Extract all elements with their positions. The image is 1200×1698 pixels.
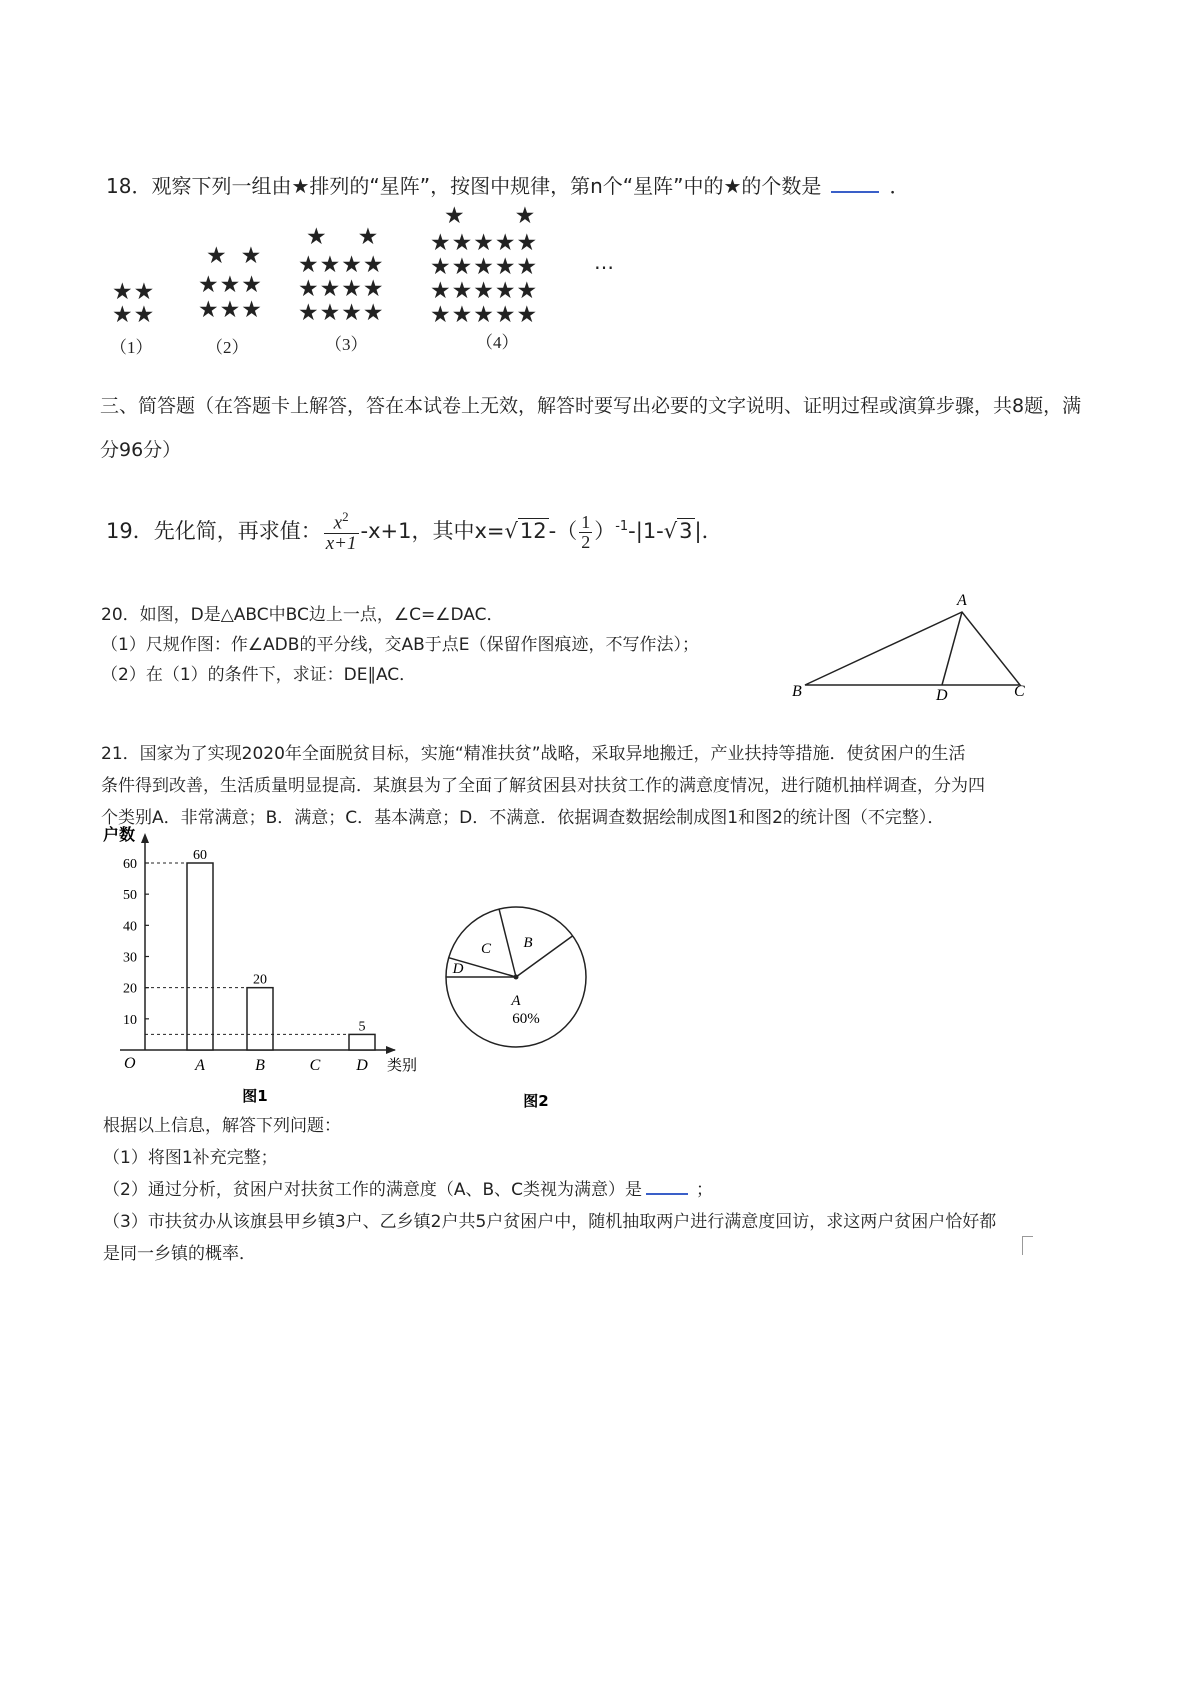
q21-sub2	[103, 1174, 1103, 1206]
bar-value-label: 20	[253, 972, 267, 988]
q19-half	[579, 513, 592, 552]
q19-fraction	[324, 510, 359, 554]
q21-sub3b: 是同一乡镇的概率．	[103, 1244, 256, 1264]
q21-line1: 21．国家为了实现2020年全面脱贫目标，实施“精准扶贫”战略，采取异地搬迁，产业扶持等措施．使贫困户的生活	[101, 744, 966, 764]
figure-1-caption: 图1	[242, 1087, 268, 1105]
section-3-line2: 分96分）	[100, 439, 182, 461]
origin-label: O	[124, 1055, 136, 1072]
figure-label-4: （4）	[476, 333, 519, 352]
x-tick-label: C	[309, 1057, 321, 1074]
figure-label-2: （2）	[206, 338, 249, 357]
question-21	[101, 738, 985, 834]
q21-answer-blank[interactable]	[646, 1176, 688, 1195]
star-row: ★★★★	[298, 276, 385, 302]
star-row: ★★★★	[298, 252, 385, 278]
q21-subquestions	[103, 1110, 1103, 1270]
bar-value-label: 60	[193, 848, 207, 863]
point-a-label: A	[957, 592, 967, 609]
question-18	[106, 170, 909, 199]
pie-center	[514, 975, 519, 980]
q19-exp: -1	[615, 519, 629, 535]
star-row: ★★	[444, 203, 586, 229]
q19-tail1: -|1-	[628, 519, 664, 544]
bar-value-label: 5	[358, 1019, 366, 1035]
q18-text: 18．观察下列一组由★排列的“星阵”，按图中规律，第n个“星阵”中的★的个数是	[106, 174, 822, 198]
q19-half-den: 2	[581, 531, 591, 552]
pie-label-d: D	[452, 961, 464, 977]
star-row: ★★	[306, 224, 410, 250]
q19-den: x+1	[325, 533, 357, 555]
pie-label-a: A	[511, 993, 521, 1009]
y-tick-label: 60	[123, 857, 137, 872]
point-b-label: B	[792, 683, 802, 700]
triangle-abc	[805, 612, 1020, 685]
star-row: ★★★	[198, 297, 263, 323]
star-row: ★★★	[198, 272, 263, 298]
bar	[349, 1034, 375, 1050]
y-axis-arrow	[141, 833, 149, 843]
q19-half-num: 1	[581, 511, 591, 532]
q21-line2: 条件得到改善，生活质量明显提高．某旗县为了全面了解贫困县对扶贫工作的满意度情况，进行随机抽样调查，分为四	[101, 776, 985, 796]
y-tick-label: 20	[123, 981, 137, 997]
star-row: ★★★★★	[430, 302, 539, 328]
pie-label-b: B	[523, 935, 533, 951]
pie-chart-figure-2	[440, 895, 600, 1115]
point-d-label: D	[936, 687, 948, 704]
q19-prefix: 19．先化简，再求值：	[106, 519, 322, 544]
x-axis-label: 类别	[387, 1056, 418, 1074]
q20-line2: （1）尺规作图：作∠ADB的平分线，交AB于点E（保留作图痕迹，不写作法）；	[101, 635, 699, 655]
y-axis-label: 户数	[103, 825, 136, 844]
triangle-diagram	[780, 590, 1050, 705]
figure-2-caption: 图2	[523, 1092, 549, 1110]
y-tick-label: 10	[123, 1012, 137, 1028]
q19-tail2: |．	[694, 519, 723, 544]
point-c-label: C	[1014, 683, 1025, 700]
star-row: ★★★★	[298, 300, 385, 326]
q21-after1: 根据以上信息，解答下列问题：	[103, 1116, 341, 1136]
q19-num-sup: 2	[342, 509, 349, 524]
pie-label-c: C	[480, 941, 492, 957]
q21-sub2-end: ；	[695, 1180, 713, 1200]
segment-ad	[942, 612, 962, 685]
figure-label-3: （3）	[325, 335, 368, 354]
q20-line1: 20．如图，D是△ABC中BC边上一点，∠C=∠DAC．	[101, 605, 504, 625]
q19-sqrt2: 3	[679, 519, 693, 544]
star-ellipsis: …	[594, 250, 614, 274]
q18-answer-blank[interactable]	[831, 171, 879, 193]
bar	[187, 863, 213, 1050]
q19-sqrt1-sign: √	[504, 519, 518, 544]
q19-after-frac: -x+1，其中x=	[360, 519, 505, 544]
section-3-heading	[100, 384, 1140, 472]
star-row: ★★	[206, 243, 276, 269]
question-19	[106, 510, 723, 554]
x-tick-label: B	[255, 1057, 265, 1074]
q21-sub2-text: （2）通过分析，贫困户对扶贫工作的满意度（A、B、C类视为满意）是	[103, 1180, 642, 1200]
q19-paren-close: ）	[594, 519, 616, 544]
star-row: ★★	[112, 302, 156, 328]
q19-minus: -（	[548, 519, 578, 544]
star-row: ★★	[112, 279, 156, 305]
bar-chart-figure-1	[100, 825, 440, 1105]
q21-sub1: （1）将图1补充完整；	[103, 1148, 278, 1168]
question-20	[101, 600, 699, 690]
page-corner-mark	[1022, 1236, 1033, 1255]
q19-sqrt2-sign: √	[663, 519, 678, 544]
x-tick-label: D	[356, 1057, 368, 1074]
y-tick-label: 30	[123, 950, 137, 966]
star-row: ★★★★★	[430, 278, 539, 304]
q19-num: x	[333, 512, 343, 534]
star-row: ★★★★★	[430, 254, 539, 280]
q20-line3: （2）在（1）的条件下，求证：DE∥AC．	[101, 665, 417, 685]
pie-annotation-a: 60%	[512, 1011, 540, 1027]
x-tick-label: A	[195, 1057, 205, 1074]
q21-sub3a: （3）市扶贫办从该旗县甲乡镇3户、乙乡镇2户共5户贫困户中，随机抽取两户进行满意度回访，求这两户贫困户恰好都	[103, 1212, 997, 1232]
q18-end: ．	[889, 174, 910, 198]
star-row: ★★★★★	[430, 230, 539, 256]
y-tick-label: 50	[123, 888, 137, 904]
x-axis-arrow	[386, 1046, 396, 1054]
q19-sqrt1: 12	[519, 519, 547, 544]
bar	[247, 988, 273, 1050]
figure-label-1: （1）	[110, 338, 153, 357]
q21-line3: 个类别A．非常满意；B．满意；C．基本满意；D．不满意．依据调查数据绘制成图1和图2的统计图（不完整）．	[101, 808, 945, 828]
section-3-line1: 三、简答题（在答题卡上解答，答在本试卷上无效，解答时要写出必要的文字说明、证明过程或演算步骤，共8题，满	[100, 395, 1082, 417]
y-tick-label: 40	[123, 919, 137, 935]
